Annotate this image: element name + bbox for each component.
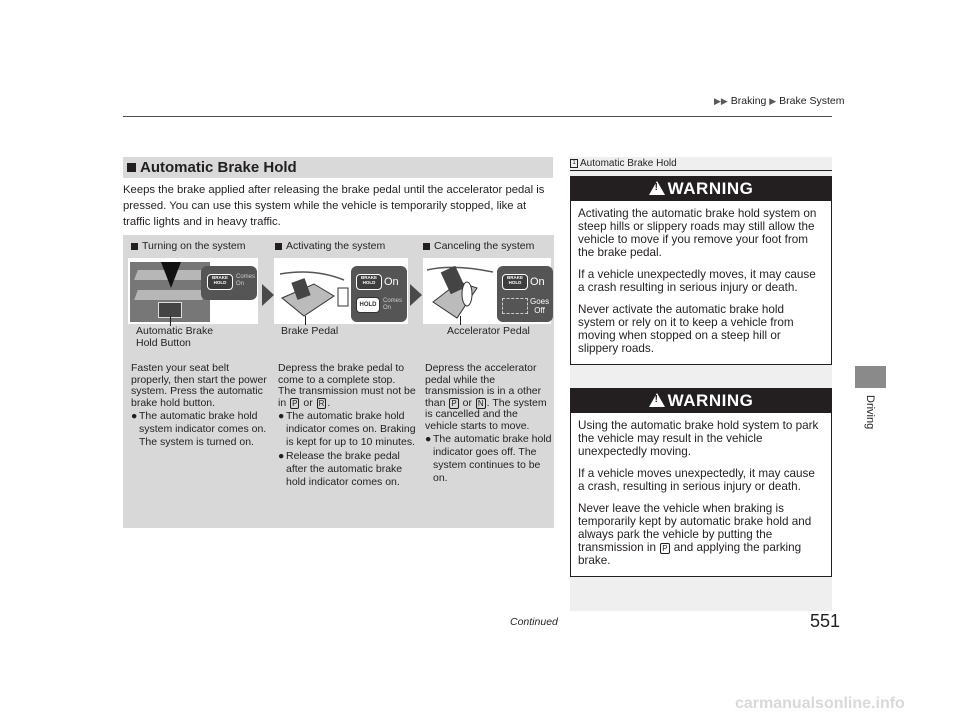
arrow-icon: ▶: [769, 96, 777, 106]
callout-label: Brake Pedal: [281, 325, 339, 337]
warning-paragraph: If a vehicle moves unexpectedly, it may cause a crash, resulting in serious injury or death.: [578, 467, 815, 493]
list-item: ● Release the brake pedal after the automatic brake hold indicator comes on.: [278, 450, 403, 488]
arrow-down-icon: [161, 262, 181, 288]
step-description: Depress the brake pedal to come to a complete stop. The transmission must not be in P or R .: [278, 362, 416, 409]
indicator-note: Comes On: [383, 298, 403, 311]
warning-paragraph: Never activate the automatic brake hold system or rely on it to keep a vehicle from moving when stopped on a steep hill or slippery roads.: [578, 303, 794, 355]
square-bullet-icon: [275, 243, 282, 250]
indicator-state: On: [384, 276, 399, 288]
page-number: 551: [810, 611, 841, 631]
breadcrumb-item: Braking: [730, 95, 767, 107]
list-item: ● The automatic brake hold system indicator comes on. The system is turned on.: [131, 410, 267, 448]
reference-icon: 1: [570, 159, 578, 168]
step-description: Fasten your seat belt properly, then start the power system. Press the automatic brake hold button.: [131, 362, 267, 409]
step-heading-canceling: Canceling the system: [423, 240, 534, 252]
double-arrow-icon: ▶▶: [714, 96, 728, 106]
warning-paragraph: If a vehicle unexpectedly moves, it may cause a crash resulting in serious injury or death.: [578, 268, 816, 294]
step-arrow-icon: [262, 284, 274, 306]
callout-label: Accelerator Pedal: [447, 325, 530, 337]
brake-hold-indicator-icon: BRAKE HOLD: [502, 274, 528, 290]
breadcrumb: [714, 95, 845, 107]
warning-box: [570, 176, 832, 365]
square-bullet-icon: [423, 243, 430, 250]
warning-paragraph: Activating the automatic brake hold system on steep hills or slippery roads may still allow the vehicle to move if you remove your foot from the brake pedal.: [578, 207, 817, 259]
indicator-note: Goes Off: [530, 297, 550, 315]
breadcrumb-item: Brake System: [779, 95, 845, 107]
button-photo: [130, 262, 210, 322]
square-bullet-icon: [131, 243, 138, 250]
step-arrow-icon: [410, 284, 422, 306]
indicator-note: Comes On: [236, 274, 256, 287]
warning-header: ! WARNING: [571, 389, 831, 413]
list-item: ● The automatic brake hold indicator comes on. Braking is kept for up to 10 minutes.: [278, 410, 416, 448]
header-rule: [123, 116, 832, 117]
chapter-label: Driving: [864, 395, 876, 430]
square-bullet-icon: [127, 163, 136, 172]
step-heading-activating: Activating the system: [275, 240, 385, 252]
warning-paragraph: Using the automatic brake hold system to park the vehicle may result in the vehicle unexpectedly moving.: [578, 419, 819, 458]
callout-leader: [460, 316, 461, 325]
step-text-canceling: [425, 363, 553, 485]
brake-hold-indicator-icon: BRAKE HOLD: [356, 274, 382, 290]
list-item: ● The automatic brake hold indicator goes off. The system continues to be on.: [425, 433, 552, 484]
hold-indicator-off-icon: [502, 298, 528, 314]
sidebar-heading: 1 Automatic Brake Hold: [570, 158, 677, 169]
section-intro: Keeps the brake applied after releasing the brake pedal until the accelerator pedal is pressed. You can use this system while the vehicle is temporarily stopped, like at traffic lights and in heavy traffic.: [123, 184, 545, 228]
watermark: carmanualsonline.info: [735, 695, 905, 712]
brake-hold-indicator-icon: BRAKE HOLD: [207, 274, 233, 290]
step-text-turning-on: [131, 363, 267, 449]
warning-triangle-icon: !: [649, 181, 665, 195]
hold-indicator-icon: HOLD: [356, 297, 380, 313]
warning-header: ! WARNING: [571, 177, 831, 201]
indicator-state: On: [530, 276, 545, 288]
warning-box: [570, 388, 832, 577]
callout-leader: [305, 316, 306, 325]
continued-label: Continued: [510, 616, 558, 628]
step-heading-turning-on: Turning on the system: [131, 240, 246, 252]
warning-triangle-icon: !: [649, 393, 665, 407]
section-title: Automatic Brake Hold: [123, 157, 553, 178]
chapter-tab: [855, 366, 886, 388]
step-description: Depress the accelerator pedal while the transmission is in a other than P or N . The system is cancelled and the vehicle starts to move.: [425, 362, 547, 432]
sidebar-rule: [570, 170, 832, 171]
step-text-activating: [278, 363, 416, 489]
warning-paragraph: Never leave the vehicle when braking is temporarily kept by automatic brake hold and always park the vehicle by putting the transmission in P and applying the parking brake.: [578, 502, 812, 567]
callout-label: Automatic Brake Hold Button: [136, 325, 214, 349]
